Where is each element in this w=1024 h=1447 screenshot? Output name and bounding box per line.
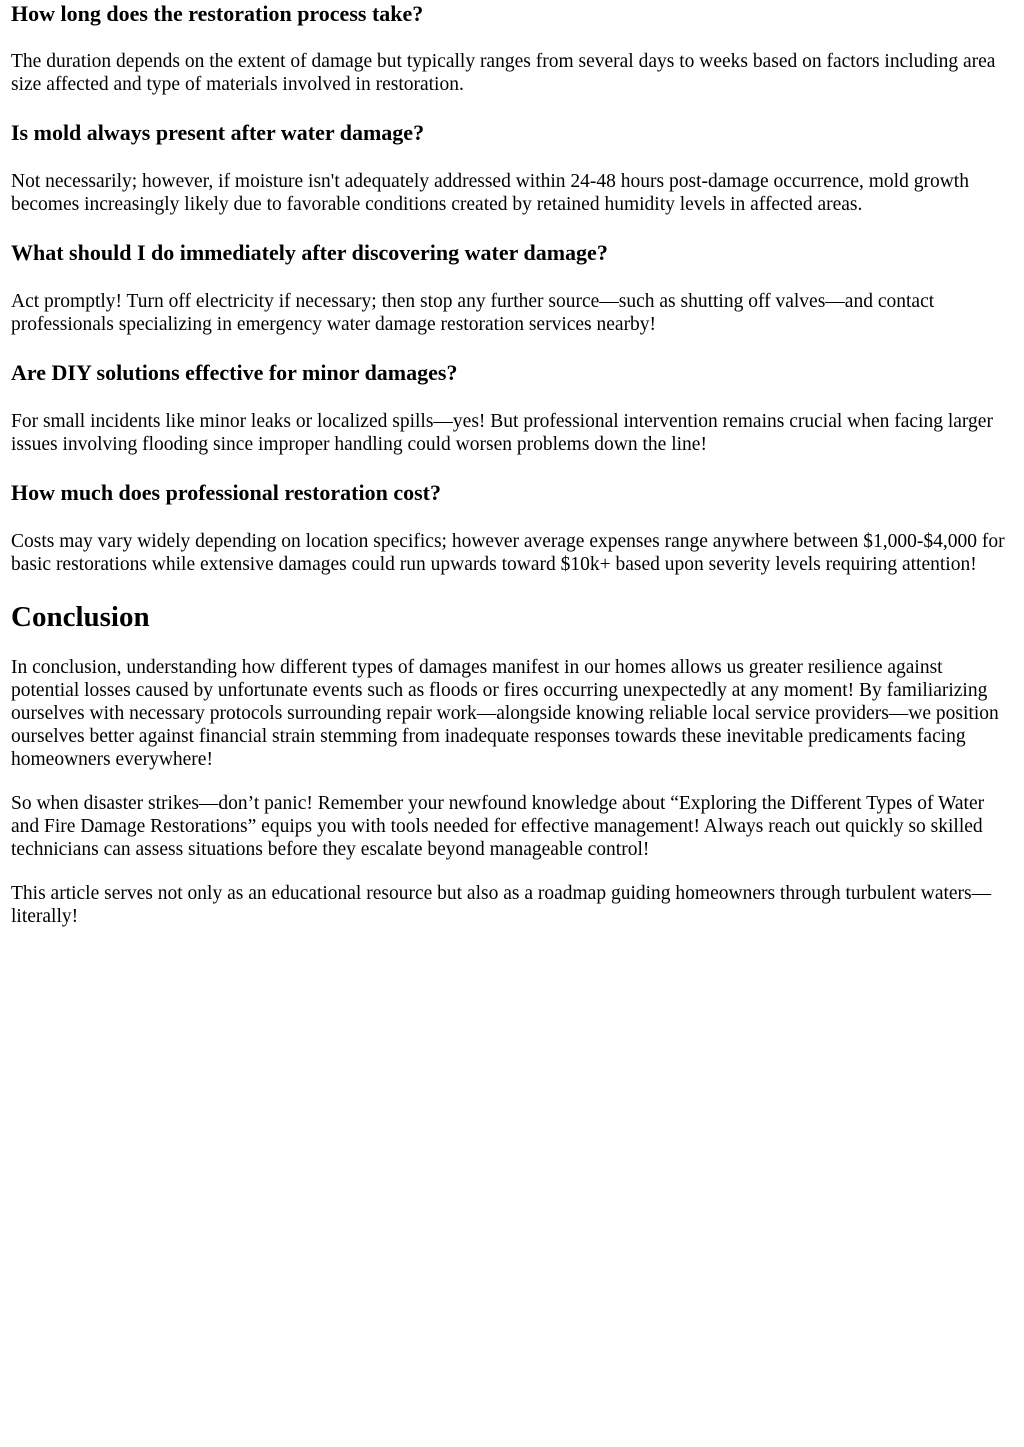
faq-section xyxy=(11,1,1014,576)
conclusion-section xyxy=(11,600,1014,928)
conclusion-paragraph: This article serves not only as an educational resource but also as a roadmap guiding homeowners through turbulent waters—literally! xyxy=(11,883,992,927)
conclusion-heading: Conclusion xyxy=(11,601,150,633)
faq-answer: Costs may vary widely depending on location specifics; however average expenses range anywhere between $1,000-$4,000 for basic restorations while extensive damages could run upwards toward $10k+ based upon severity levels requiring attention! xyxy=(11,531,1005,575)
faq-answer: The duration depends on the extent of damage but typically ranges from several days to weeks based on factors including area size affected and type of materials involved in restoration. xyxy=(11,51,996,95)
faq-answer: For small incidents like minor leaks or localized spills—yes! But professional intervention remains crucial when facing larger issues involving flooding since improper handling could worsen problems down the line! xyxy=(11,411,993,455)
faq-answer: Act promptly! Turn off electricity if necessary; then stop any further source—such as shutting off valves—and contact professionals specializing in emergency water damage restoration services nearby! xyxy=(11,291,935,335)
faq-answer: Not necessarily; however, if moisture isn't adequately addressed within 24-48 hours post-damage occurrence, mold growth becomes increasingly likely due to favorable conditions created by retained humidity levels in affected areas. xyxy=(11,171,969,215)
faq-question: Is mold always present after water damage? xyxy=(11,120,425,145)
faq-question: How much does professional restoration cost? xyxy=(11,480,442,505)
faq-question: How long does the restoration process take? xyxy=(11,1,424,26)
article-body xyxy=(0,1,1024,928)
faq-question: Are DIY solutions effective for minor damages? xyxy=(11,360,458,385)
conclusion-paragraph: So when disaster strikes—don’t panic! Remember your newfound knowledge about “Exploring the Different Types of Water and Fire Damage Restorations” equips you with tools needed for effective management! Always reach out quickly so skilled technicians can assess situations before they escalate beyond manageable control! xyxy=(11,793,985,860)
faq-question: What should I do immediately after discovering water damage? xyxy=(11,240,608,265)
conclusion-paragraph: In conclusion, understanding how different types of damages manifest in our homes allows us greater resilience against potential losses caused by unfortunate events such as floods or fires occurring unexpectedly at any moment! By familiarizing ourselves with necessary protocols surrounding repair work—alongside knowing reliable local service providers—we position ourselves better against financial strain stemming from inadequate responses towards these inevitable predicaments facing homeowners everywhere! xyxy=(11,657,999,770)
